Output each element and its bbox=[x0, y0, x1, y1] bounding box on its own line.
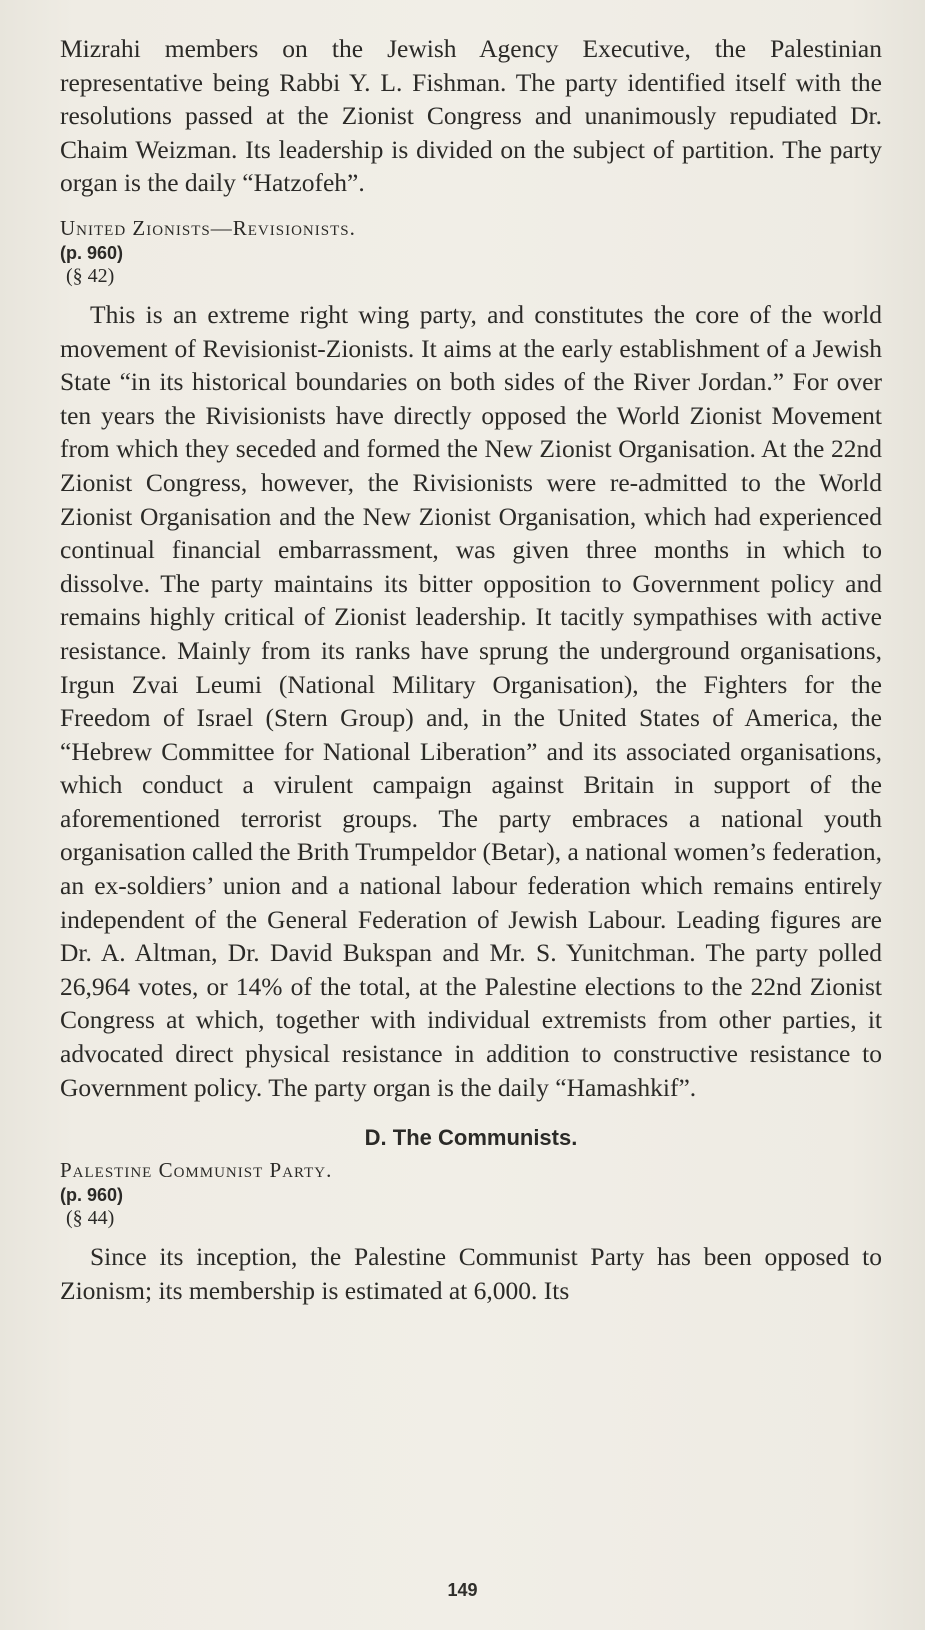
page-number: 149 bbox=[447, 1580, 478, 1600]
page-content bbox=[60, 32, 882, 1307]
intro-paragraph: Mizrahi members on the Jewish Agency Executive, the Palestinian representative being Rabbi Y. L. Fishman. The party identified itself with the resolutions passed at the Zionist Congress and unanimously repudiated Dr. Chaim Weizman. Its leadership is divided on the subject of partition. The party organ is the daily “Hatzofeh”. bbox=[60, 34, 882, 198]
communist-paragraph: Since its inception, the Palestine Communist Party has been opposed to Zionism; its membership is estimated at 6,000. Its bbox=[60, 1242, 882, 1305]
revisionists-heading: United Zionists—Revisionists. bbox=[60, 215, 356, 240]
communists-section-ref: (§ 44) bbox=[66, 1207, 115, 1230]
communists-part-heading: D. The Communists. bbox=[364, 1125, 578, 1151]
communist-party-heading: Palestine Communist Party. bbox=[60, 1158, 333, 1183]
revisionists-section-ref: (§ 42) bbox=[66, 264, 115, 287]
revisionists-page-ref: (p. 960) bbox=[60, 242, 124, 263]
revisionists-paragraph: This is an extreme right wing party, and constitutes the core of the world movement of Revisionist-Zionists. It aims at the early establishment of a Jewish State “in its historical boundaries on both sides of the River Jordan.” For over ten years the Rivisionists have directly opposed the World Zionist Movement from which they seceded and formed the New Zionist Organisation. At the 22nd Zionist Congress, however, the Rivisionists were re-admitted to the World Zionist Organisation and the New Zionist Organisation, which had experienced continual financial embarrassment, was given three months in which to dissolve. The party maintains its bitter opposition to Government policy and remains highly critical of Zionist leadership. It tacitly sympathises with active resistance. Mainly from its ranks have sprung the underground organisations, Irgun Zvai Leumi (National Military Organisation), the Fighters for the Freedom of Israel (Stern Group) and, in the United States of America, the “Hebrew Committee for National Liberation” and its associated organisations, which conduct a virulent campaign against Britain in support of the aforementioned terrorist groups. The party embraces a national youth organisation called the Brith Trumpeldor (Betar), a national women’s federation, an ex-soldiers’ union and a national labour federation which remains entirely independent of the General Federation of Jewish Labour. Leading figures are Dr. A. Altman, Dr. David Bukspan and Mr. S. Yunitchman. The party polled 26,964 votes, or 14% of the total, at the Palestine elections to the 22nd Zionist Congress at which, together with individual extremists from other parties, it advocated direct physical resistance in addition to constructive resistance to Government policy. The party organ is the daily “Hamashkif”. bbox=[60, 299, 882, 1102]
communists-page-ref: (p. 960) bbox=[60, 1185, 124, 1206]
